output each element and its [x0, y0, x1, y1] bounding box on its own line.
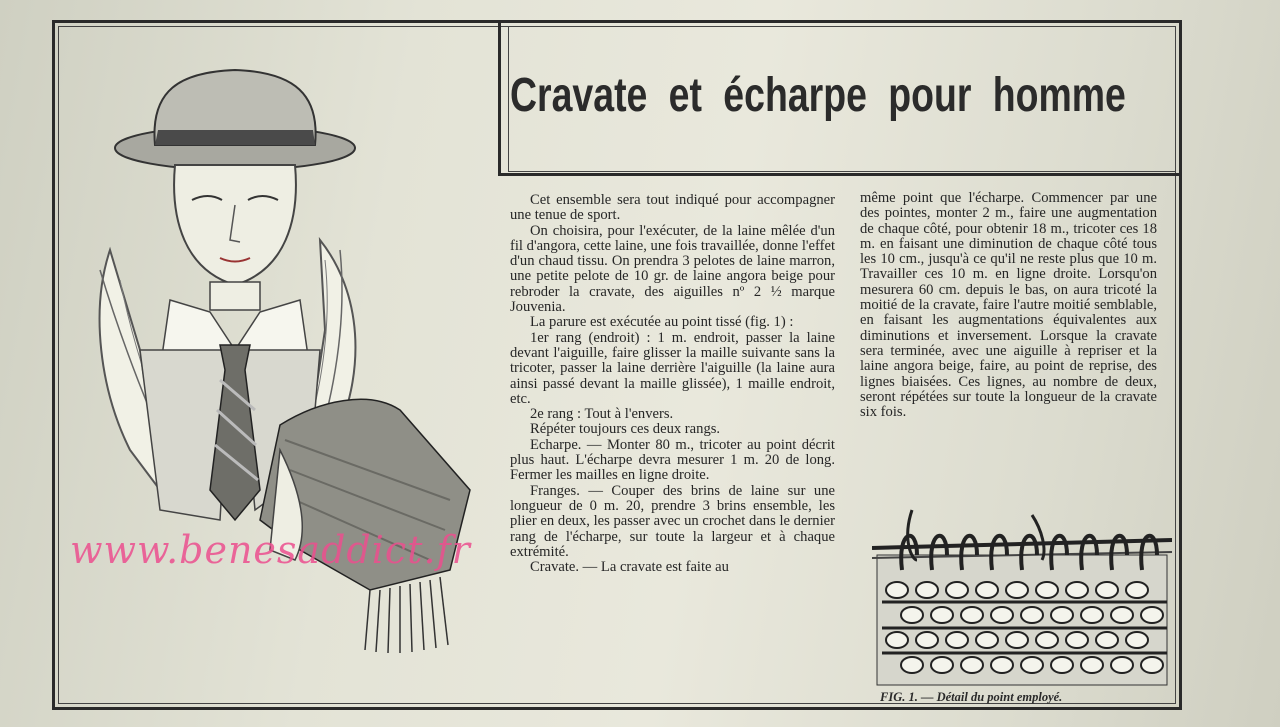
paragraph: Répéter toujours ces deux rangs.: [530, 421, 721, 438]
text-column-right: [860, 191, 1157, 420]
paragraph: Cet ensemble sera tout indiqué pour accompagner une tenue de sport.: [510, 192, 835, 224]
paragraph: Franges. — Couper des brins de laine sur une longueur de 0 m. 20, prendre 3 brins ensemble, les plier en deux, les passer avec un crochet dans le dernier rang de l'écharpe, sur toute la largeur et à chaque extrémité.: [510, 482, 835, 560]
article-title: Cravate et écharpe pour homme: [510, 69, 1126, 122]
paragraph: 2e rang : Tout à l'envers.: [530, 406, 674, 423]
figure-caption: FIG. 1. — Détail du point employé.: [880, 690, 1063, 704]
text-column-left: [510, 193, 835, 575]
paragraph: On choisira, pour l'exécuter, de la laine mêlée d'un fil d'angora, cette laine, une fois travaillée, donne l'effet d'un chaud tissu. On prendra 3 pelotes de laine marron, une petite pelote de 10 gr. de laine angora beige pour rebroder la cravate, des aiguilles nº 2 ½ marque Jouvenia.: [510, 222, 835, 316]
watermark-text: www.benesaddict.fr: [70, 528, 471, 572]
paragraph: 1er rang (endroit) : 1 m. endroit, passer la laine devant l'aiguille, faire glisser la maille suivante sans la tricoter, passer la laine derrière l'aiguille (la laine aura ainsi passé devant la maille glissée), 1 maille endroit, etc.: [510, 329, 835, 407]
paragraph: même point que l'écharpe. Commencer par une des pointes, monter 2 m., faire une augmentation de chaque côté, pour obtenir 18 m., tricoter ces 18 m. en faisant une diminution de chaque côté tous les 10 cm., jusqu'à ce qu'il ne reste plus que 10 m. Travailler ces 10 m. en ligne droite. Lorsqu'on mesurera 60 cm. depuis le bas, on aura tricoté la moitié de la cravate, faire l'autre moitié semblable, en faisant les augmentations équivalentes aux diminutions et inversement. Lorsque la cravate sera terminée, avec une aiguille à repriser et la laine angora beige, faire, au point de reprise, des lignes biaisées. Ces lignes, au nombre de deux, seront répétées sur toute la longueur de la cravate six fois.: [860, 190, 1157, 421]
paragraph: La parure est exécutée au point tissé (fig. 1) :: [530, 314, 794, 331]
man-illustration-icon: [70, 50, 495, 680]
paragraph: Echarpe. — Monter 80 m., tricoter au point décrit plus haut. L'écharpe devra mesurer 1 m. 20 de long. Fermer les mailles en ligne droite.: [510, 436, 835, 484]
paragraph: Cravate. — La cravate est faite au: [530, 559, 729, 576]
knitting-stitch-detail-icon: [872, 500, 1172, 686]
